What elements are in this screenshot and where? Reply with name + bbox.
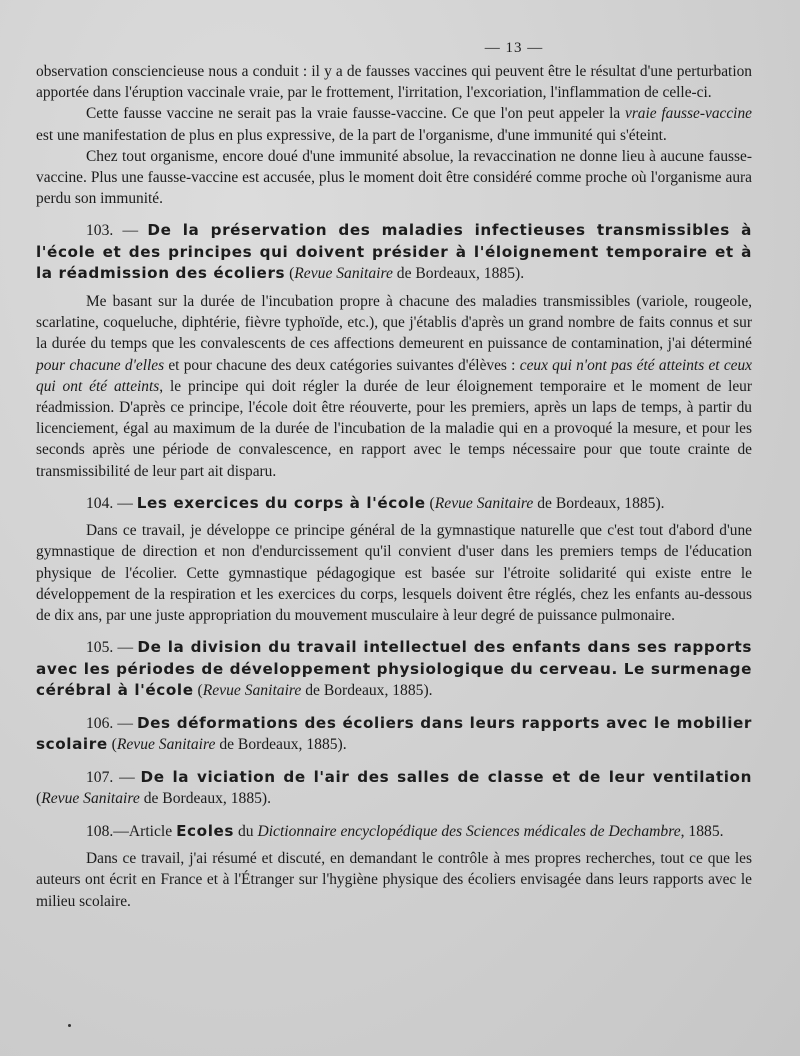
source-rest: de Bordeaux, 1885). bbox=[139, 790, 272, 808]
section-106 bbox=[36, 713, 752, 756]
section-107-heading bbox=[36, 767, 752, 810]
section-106-title: Des déformations des écoliers dans leurs rapports avec le mobilier scolaire bbox=[36, 713, 752, 754]
section-103 bbox=[36, 220, 752, 481]
body-text-c: , le principe qui doit régler la durée de leur éloignement temporaire et le moment de leur réadmission. D'après ce principe, l'école doit être réouverte, pour les premiers, après un laps de temps, à partir du licenciement, égal au maximum de la durée de l'incubation de la maladie qui en a provoqué la mesure, et pour les seconds après une période de convalescence, en rapport avec le temps nécessaire pour que toute crainte de transmissibilité de leur part ait disparu. bbox=[36, 377, 752, 480]
source-open: ( bbox=[425, 494, 435, 512]
intro-p2-text-a: Cette fausse vaccine ne serait pas la vraie fausse-vaccine. Ce que l'on peut appeler la bbox=[86, 105, 625, 123]
section-104-title: Les exercices du corps à l'école bbox=[136, 493, 426, 512]
section-105-source bbox=[194, 682, 433, 699]
section-104 bbox=[36, 493, 752, 627]
section-104-source bbox=[426, 495, 665, 512]
source-journal: Dictionnaire encyclopédique des Sciences médicales de Dechambre bbox=[257, 822, 681, 840]
page-number: — 13 — bbox=[484, 40, 544, 56]
section-108-heading bbox=[36, 821, 752, 843]
intro-p2-italic: vraie fausse-vaccine bbox=[624, 105, 752, 123]
section-103-number: 103. — bbox=[86, 222, 148, 240]
ink-speck bbox=[68, 1024, 71, 1027]
source-journal: Revue Sanitaire bbox=[294, 265, 393, 283]
section-105-number: 105. — bbox=[86, 639, 138, 657]
section-108-number: 108.—Article bbox=[86, 822, 177, 840]
section-107-number: 107. — bbox=[86, 768, 141, 786]
source-journal: Revue Sanitaire bbox=[41, 790, 140, 808]
intro-paragraph-2 bbox=[36, 103, 752, 145]
section-106-heading bbox=[36, 713, 752, 756]
section-108-source bbox=[234, 823, 723, 840]
body-text-b: et pour chacune des deux catégories suivantes d'élèves : bbox=[164, 356, 520, 374]
section-103-body bbox=[36, 291, 752, 482]
source-open: ( bbox=[193, 682, 203, 700]
source-rest: de Bordeaux, 1885). bbox=[533, 494, 665, 512]
source-rest: de Bordeaux, 1885). bbox=[301, 682, 433, 700]
section-104-number: 104. — bbox=[86, 494, 137, 512]
section-104-body: Dans ce travail, je développe ce principe général de la gymnastique naturelle que c'est tout d'abord d'une gymnastique de direction et non d'endurcissement qu'il convient d'user dans les premiers temps de l'éducation physique de l'écolier. Cette gymnastique pédagogique est basée sur l'étroite solidarité qui existe entre le développement de la respiration et les exercices du corps, lesquels doivent être réglés, chez les enfants au-dessous de dix ans, par une juste appropriation du mouvement musculaire à leur degré de puissance pulmonaire. bbox=[36, 522, 752, 625]
source-rest: de Bordeaux, 1885). bbox=[215, 736, 347, 754]
source-open: ( bbox=[107, 736, 117, 754]
section-104-heading bbox=[36, 493, 752, 515]
section-106-source bbox=[108, 736, 347, 753]
body-text-a: Me basant sur la durée de l'incubation propre à chacune des maladies transmissibles (variole, rougeole, scarlatine, coqueluche, diphtérie, fièvre typhoïde, etc.), que j'établis d'après un grand nombre de faits connus et sur la durée du temps que les convalescents de ces affections demeurent en puissance de contamination, j'ai déterminé bbox=[36, 292, 752, 353]
intro-paragraph-3: Chez tout organisme, encore doué d'une immunité absolue, la revaccination ne donne lieu à aucune fausse-vaccine. Plus une fausse-vaccine est accusée, plus le moment doit être considéré comme proche où l'organisme aura perdu son immunité. bbox=[36, 147, 752, 208]
intro-p2-text-b: est une manifestation de plus en plus expressive, de la part de l'organisme, d'une immunité qui s'éteint. bbox=[36, 126, 667, 144]
section-105-title: De la division du travail intellectuel des enfants dans ses rapports avec les périodes de développement physiologique du cerveau. Le surmenage cérébral à l'école bbox=[36, 638, 752, 700]
source-rest: de Bordeaux, 1885). bbox=[392, 265, 525, 283]
section-106-number: 106. — bbox=[86, 714, 137, 732]
body-italic-2: ceux qui n'ont pas été atteints et ceux qui ont été atteints bbox=[36, 356, 753, 395]
source-journal: Revue Sanitaire bbox=[202, 682, 302, 700]
source-rest: , 1885. bbox=[680, 822, 724, 840]
source-open: ( bbox=[285, 265, 295, 283]
section-107-source bbox=[36, 790, 271, 807]
intro-paragraph-1: observation consciencieuse nous a conduit : il y a de fausses vaccines qui peuvent être le résultat d'une perturbation apportée dans l'éruption vaccinale vraie, par le frottement, l'irritation, l'excoriation, l'inflammation de celle-ci. bbox=[36, 63, 752, 102]
section-108-title: Ecoles bbox=[176, 821, 235, 840]
source-open: ( bbox=[36, 790, 42, 808]
section-103-source bbox=[285, 265, 524, 282]
section-108 bbox=[36, 821, 752, 912]
body-italic-1: pour chacune d'elles bbox=[36, 356, 165, 374]
section-103-heading bbox=[36, 220, 752, 285]
source-du: du bbox=[234, 822, 258, 840]
source-journal: Revue Sanitaire bbox=[116, 736, 216, 754]
section-107 bbox=[36, 767, 752, 810]
section-107-title: De la viciation de l'air des salles de classe et de leur ventilation bbox=[140, 767, 752, 786]
section-103-title: De la préservation des maladies infectieuses transmissibles à l'école et des principes qui doivent présider à l'éloignement temporaire et à la réadmission des écoliers bbox=[36, 221, 752, 283]
section-105 bbox=[36, 637, 752, 702]
source-journal: Revue Sanitaire bbox=[434, 494, 534, 512]
section-108-body: Dans ce travail, j'ai résumé et discuté, en demandant le contrôle à mes propres recherches, tout ce que les auteurs ont écrit en France et à l'Étranger sur l'hygiène physique des écoliers envisagée dans leurs rapports avec le milieu scolaire. bbox=[36, 850, 752, 910]
section-105-heading bbox=[36, 637, 752, 702]
